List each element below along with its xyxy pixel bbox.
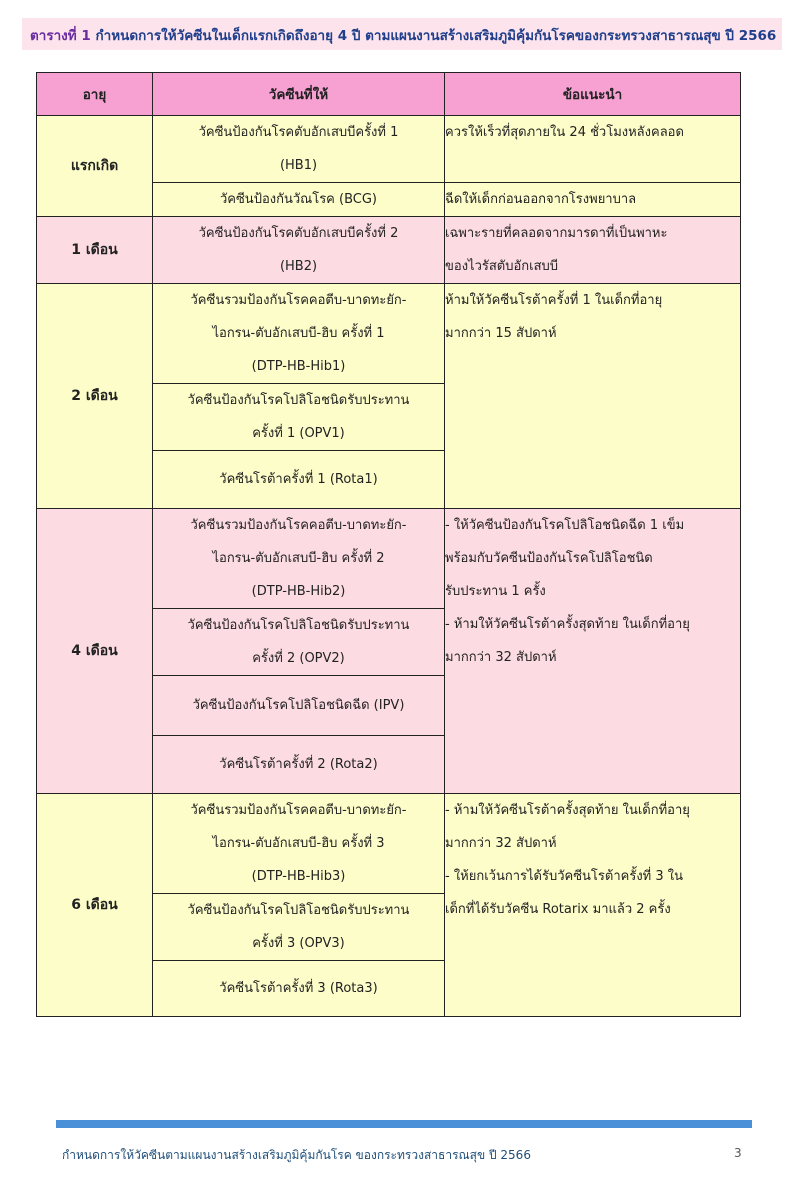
vaccine-line: (DTP-HB-Hib3) <box>251 869 346 884</box>
vaccine-line: วัคซีนรวมป้องกันโรคคอตีบ-บาดทะยัก- <box>190 803 407 818</box>
vaccine-line: วัคซีนป้องกันโรคโปลิโอชนิดรับประทาน <box>187 618 410 633</box>
advice-line: มากกว่า 15 สัปดาห์ <box>445 326 557 341</box>
vaccine-cell <box>153 609 445 676</box>
vaccine-line: วัคซีนรวมป้องกันโรคคอตีบ-บาดทะยัก- <box>190 518 407 533</box>
vaccine-line: วัคซีนโรต้าครั้งที่ 2 (Rota2) <box>219 757 378 772</box>
vaccine-cell <box>153 116 445 183</box>
vaccine-line: ไอกรน-ตับอักเสบบี-ฮิบ ครั้งที่ 2 <box>212 551 385 566</box>
vaccine-schedule-table <box>36 72 741 1017</box>
advice-line: - ให้ยกเว้นการได้รับวัคซีนโรต้าครั้งที่ 3 ใน <box>445 869 684 884</box>
table-row <box>37 284 741 384</box>
advice-line: ฉีดให้เด็กก่อนออกจากโรงพยาบาล <box>445 192 637 207</box>
vaccine-line: วัคซีนป้องกันวัณโรค (BCG) <box>219 192 377 207</box>
advice-cell <box>445 794 741 1017</box>
vaccine-cell <box>153 183 445 217</box>
vaccine-cell <box>153 894 445 961</box>
table-row <box>37 794 741 894</box>
caption-label: ตารางที่ 1 <box>30 28 91 44</box>
advice-line: ควรให้เร็วที่สุดภายใน 24 ชั่วโมงหลังคลอด <box>445 125 684 140</box>
header-advice: ข้อแนะนำ <box>445 73 741 116</box>
age-cell: 1 เดือน <box>37 217 153 284</box>
header-vaccine: วัคซีนที่ให้ <box>153 73 445 116</box>
vaccine-line: (DTP-HB-Hib2) <box>251 584 346 599</box>
advice-line: เฉพาะรายที่คลอดจากมารดาที่เป็นพาหะ <box>445 226 668 241</box>
vaccine-line: วัคซีนรวมป้องกันโรคคอตีบ-บาดทะยัก- <box>190 293 407 308</box>
advice-line: ห้ามให้วัคซีนโรต้าครั้งที่ 1 ในเด็กที่อายุ <box>445 293 663 308</box>
footer-divider <box>56 1120 752 1128</box>
advice-line: มากกว่า 32 สัปดาห์ <box>445 836 557 851</box>
page-number: 3 <box>734 1146 742 1160</box>
advice-cell <box>445 116 741 183</box>
advice-line: - ห้ามให้วัคซีนโรต้าครั้งสุดท้าย ในเด็กที่อายุ <box>445 617 690 632</box>
vaccine-line: วัคซีนป้องกันโรคตับอักเสบบีครั้งที่ 1 <box>198 125 399 140</box>
vaccine-cell <box>153 676 445 736</box>
vaccine-cell <box>153 794 445 894</box>
vaccine-line: วัคซีนป้องกันโรคโปลิโอชนิดรับประทาน <box>187 903 410 918</box>
advice-cell <box>445 284 741 509</box>
footer-text: กำหนดการให้วัคซีนตามแผนงานสร้างเสริมภูมิคุ้มกันโรค ของกระทรวงสาธารณสุข ปี 2566 <box>62 1148 531 1162</box>
vaccine-line: ครั้งที่ 3 (OPV3) <box>252 936 345 951</box>
advice-line: - ห้ามให้วัคซีนโรต้าครั้งสุดท้าย ในเด็กที่อายุ <box>445 803 690 818</box>
table-header-row <box>37 73 741 116</box>
vaccine-line: วัคซีนป้องกันโรคโปลิโอชนิดฉีด (IPV) <box>192 698 405 713</box>
table-row <box>37 116 741 183</box>
advice-line: - ให้วัคซีนป้องกันโรคโปลิโอชนิดฉีด 1 เข็ม <box>445 518 685 533</box>
advice-line: เด็กที่ได้รับวัคซีน Rotarix มาแล้ว 2 ครั้ง <box>445 902 671 917</box>
vaccine-cell <box>153 736 445 794</box>
vaccine-cell <box>153 217 445 284</box>
age-cell: 6 เดือน <box>37 794 153 1017</box>
advice-cell <box>445 217 741 284</box>
caption-text: กำหนดการให้วัคซีนในเด็กแรกเกิดถึงอายุ 4 ปี ตามแผนงานสร้างเสริมภูมิคุ้มกันโรคของกระทรวงสาธารณสุข ปี 2566 <box>95 28 777 44</box>
vaccine-line: วัคซีนโรต้าครั้งที่ 3 (Rota3) <box>219 981 378 996</box>
advice-cell <box>445 183 741 217</box>
vaccine-line: ครั้งที่ 2 (OPV2) <box>252 651 345 666</box>
vaccine-line: วัคซีนป้องกันโรคโปลิโอชนิดรับประทาน <box>187 393 410 408</box>
vaccine-line: ครั้งที่ 1 (OPV1) <box>252 426 345 441</box>
vaccine-line: ไอกรน-ตับอักเสบบี-ฮิบ ครั้งที่ 1 <box>212 326 385 341</box>
age-cell: แรกเกิด <box>37 116 153 217</box>
table-row <box>37 509 741 609</box>
vaccine-line: วัคซีนโรต้าครั้งที่ 1 (Rota1) <box>219 472 378 487</box>
vaccine-line: (DTP-HB-Hib1) <box>251 359 346 374</box>
age-cell: 4 เดือน <box>37 509 153 794</box>
vaccine-cell <box>153 451 445 509</box>
vaccine-cell <box>153 384 445 451</box>
table-row <box>37 217 741 284</box>
advice-cell <box>445 509 741 794</box>
advice-line: รับประทาน 1 ครั้ง <box>445 584 546 599</box>
advice-line: พร้อมกับวัคซีนป้องกันโรคโปลิโอชนิด <box>445 551 653 566</box>
table-caption <box>22 18 782 50</box>
vaccine-cell <box>153 284 445 384</box>
header-age: อายุ <box>37 73 153 116</box>
vaccine-line: (HB2) <box>279 259 318 274</box>
vaccine-line: วัคซีนป้องกันโรคตับอักเสบบีครั้งที่ 2 <box>198 226 399 241</box>
vaccine-cell <box>153 961 445 1017</box>
vaccine-line: ไอกรน-ตับอักเสบบี-ฮิบ ครั้งที่ 3 <box>212 836 385 851</box>
advice-line: มากกว่า 32 สัปดาห์ <box>445 650 557 665</box>
vaccine-line: (HB1) <box>279 158 318 173</box>
age-cell: 2 เดือน <box>37 284 153 509</box>
advice-line: ของไวรัสตับอักเสบบี <box>445 259 559 274</box>
vaccine-cell <box>153 509 445 609</box>
